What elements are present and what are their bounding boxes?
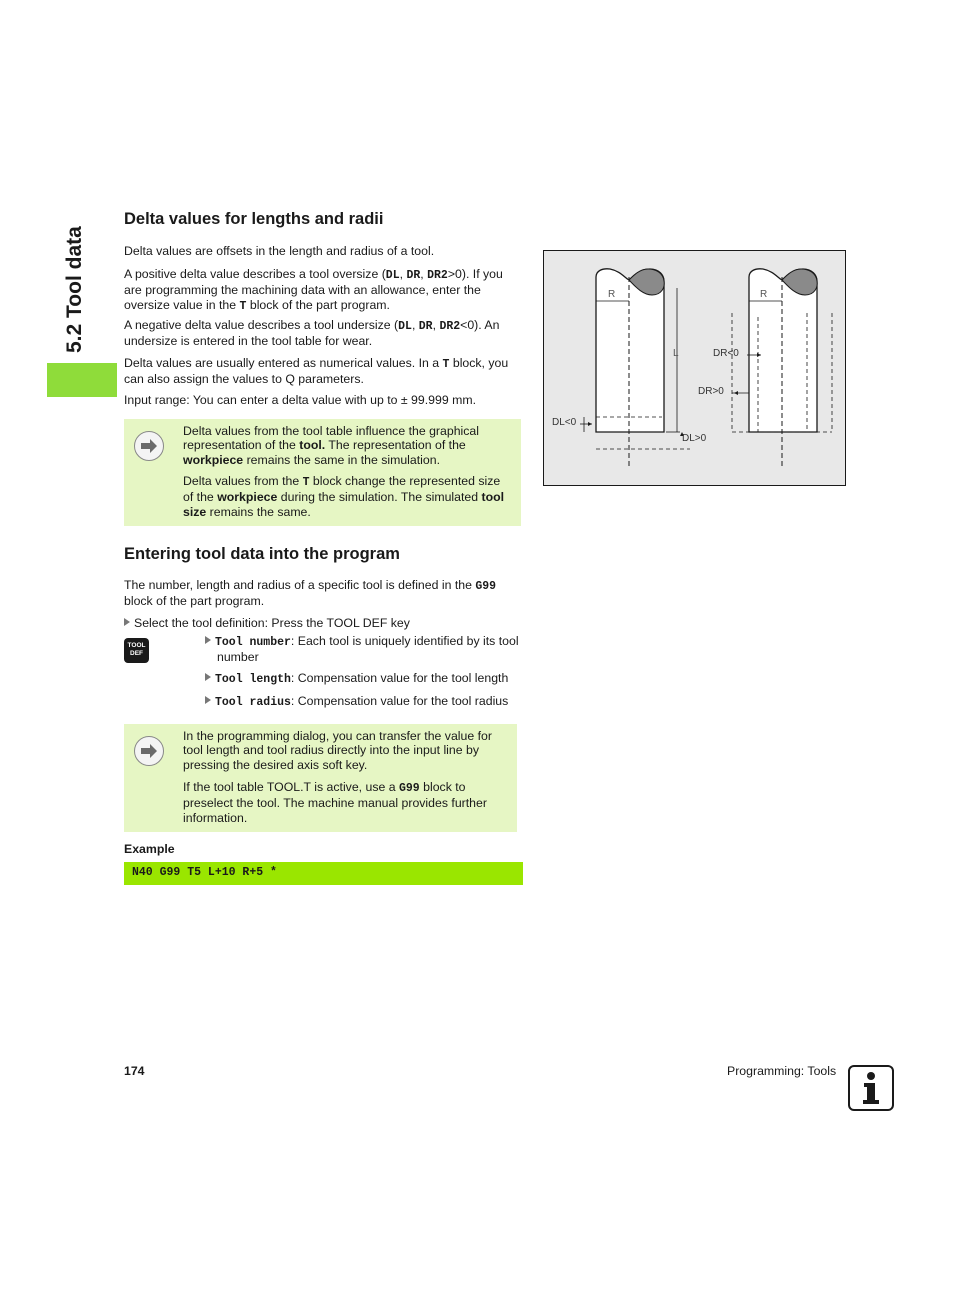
bold-text: tool size — [183, 490, 505, 519]
text-run: block of the part program. — [246, 297, 390, 312]
arrow-right-icon — [134, 431, 164, 461]
sub-step-tool-number — [205, 634, 535, 665]
text-run: remains the same in the simulation. — [243, 452, 440, 467]
text-run: : Compensation value for the tool radius — [290, 694, 509, 708]
text-run: The representation of the — [325, 438, 466, 453]
text-run: during the simulation. The simulated — [277, 490, 482, 505]
code-text: DR — [418, 320, 433, 333]
code-text: Tool length — [215, 673, 291, 686]
sub-step-tool-radius — [205, 694, 523, 710]
q-parameter-paragraph — [124, 356, 520, 387]
text-run: >0). If you are programming the machining data with an allowance, enter the oversize value in the — [124, 267, 503, 312]
text-run: block change the represented size of the — [183, 474, 501, 505]
text-run: The number, length and radius of a specific tool is defined in the — [124, 578, 476, 592]
bold-text: workpiece — [217, 490, 278, 505]
chapter-title: 5.2 Tool data — [63, 226, 86, 353]
bullet-arrow-icon — [205, 696, 211, 704]
chapter-tab — [47, 363, 117, 397]
section-heading-delta-values: Delta values for lengths and radii — [124, 210, 384, 228]
tool-def-key[interactable]: TOOL DEF — [124, 638, 149, 663]
code-text: Tool number — [215, 636, 291, 649]
example-code-block — [124, 862, 523, 885]
bold-text: workpiece — [183, 452, 244, 467]
text-run: A negative delta value describes a tool undersize ( — [124, 318, 399, 332]
arrow-right-icon — [134, 736, 164, 766]
text-run: Delta values are usually entered as numerical values. In a — [124, 356, 443, 370]
bullet-arrow-icon — [205, 673, 211, 681]
example-label: Example — [124, 842, 175, 856]
sub-step-tool-length — [205, 671, 523, 687]
note-box-delta — [124, 419, 521, 526]
label-r-right: R — [760, 289, 768, 300]
code-text: DR2 — [439, 320, 461, 333]
text-run: remains the same. — [206, 504, 311, 519]
text-run: Delta values from the — [183, 474, 303, 488]
negative-delta-paragraph — [124, 318, 520, 349]
text-run: block, you can also assign the values to Q parameters. — [124, 356, 509, 387]
code-text: Tool radius — [215, 696, 291, 709]
code-text: DR — [406, 269, 421, 282]
footer-chapter: Programming: Tools — [727, 1064, 837, 1078]
label-dr-negative: DR<0 — [713, 348, 739, 359]
note-dialog-paragraph-2 — [183, 780, 507, 825]
text-run: block to preselect the tool. The machine manual provides further information. — [183, 780, 487, 825]
text-run: Delta values from the tool table influence the graphical representation of the — [183, 424, 479, 453]
code-text: T — [442, 358, 450, 371]
label-l: L — [673, 348, 679, 359]
section-heading-entering-tool-data: Entering tool data into the program — [124, 545, 400, 563]
label-dl-negative: DL<0 — [552, 417, 577, 428]
note-delta-paragraph-1 — [183, 424, 511, 467]
bullet-arrow-icon — [124, 618, 130, 626]
text-run: : Compensation value for the tool length — [290, 671, 509, 685]
code-text: DL — [398, 320, 412, 333]
label-dr-positive: DR>0 — [698, 386, 724, 397]
text-run: A positive delta value describes a tool oversize ( — [124, 267, 386, 281]
label-r-left: R — [608, 289, 616, 300]
input-range-paragraph: Input range: You can enter a delta value with up to ± 99.999 mm. — [124, 393, 476, 407]
text-run: , — [399, 267, 407, 281]
note-box-programming-dialog — [124, 724, 517, 832]
bold-text: tool. — [299, 438, 326, 453]
label-dl-positive: DL>0 — [682, 433, 707, 444]
info-icon — [848, 1065, 894, 1111]
note-dialog-paragraph-1: In the programming dialog, you can transfer the value for tool length and tool radius directly into the input line by pressing the desired axis soft key. — [183, 729, 492, 772]
text-run: , — [420, 267, 428, 281]
code-text: T — [302, 476, 310, 489]
text-run: , — [432, 318, 440, 332]
delta-intro-paragraph: Delta values are offsets in the length and radius of a tool. — [124, 244, 435, 258]
bullet-arrow-icon — [205, 636, 211, 644]
positive-delta-paragraph — [124, 267, 520, 314]
code-text: T — [239, 299, 247, 313]
page-number: 174 — [124, 1064, 145, 1078]
text-run: : Each tool is uniquely identified by its tool number — [217, 634, 519, 665]
tool-delta-diagram-svg — [544, 251, 845, 485]
code-text: G99 — [399, 782, 420, 795]
tool-delta-diagram — [543, 250, 846, 486]
example-code: N40 G99 T5 L+10 R+5 * — [132, 866, 277, 879]
code-text: G99 — [475, 580, 497, 593]
text-run: , — [411, 318, 419, 332]
text-run: <0). An undersize is entered in the tool table for wear. — [124, 318, 500, 349]
code-text: DR2 — [427, 269, 448, 282]
code-text: DL — [385, 269, 400, 282]
text-run: If the tool table TOOL.T is active, use a — [183, 780, 399, 794]
text-run: block of the part program. — [124, 594, 265, 609]
g99-paragraph — [124, 578, 524, 609]
note-delta-paragraph-2 — [183, 474, 511, 519]
tool-def-step: Select the tool definition: Press the TOOL DEF key — [124, 616, 524, 630]
